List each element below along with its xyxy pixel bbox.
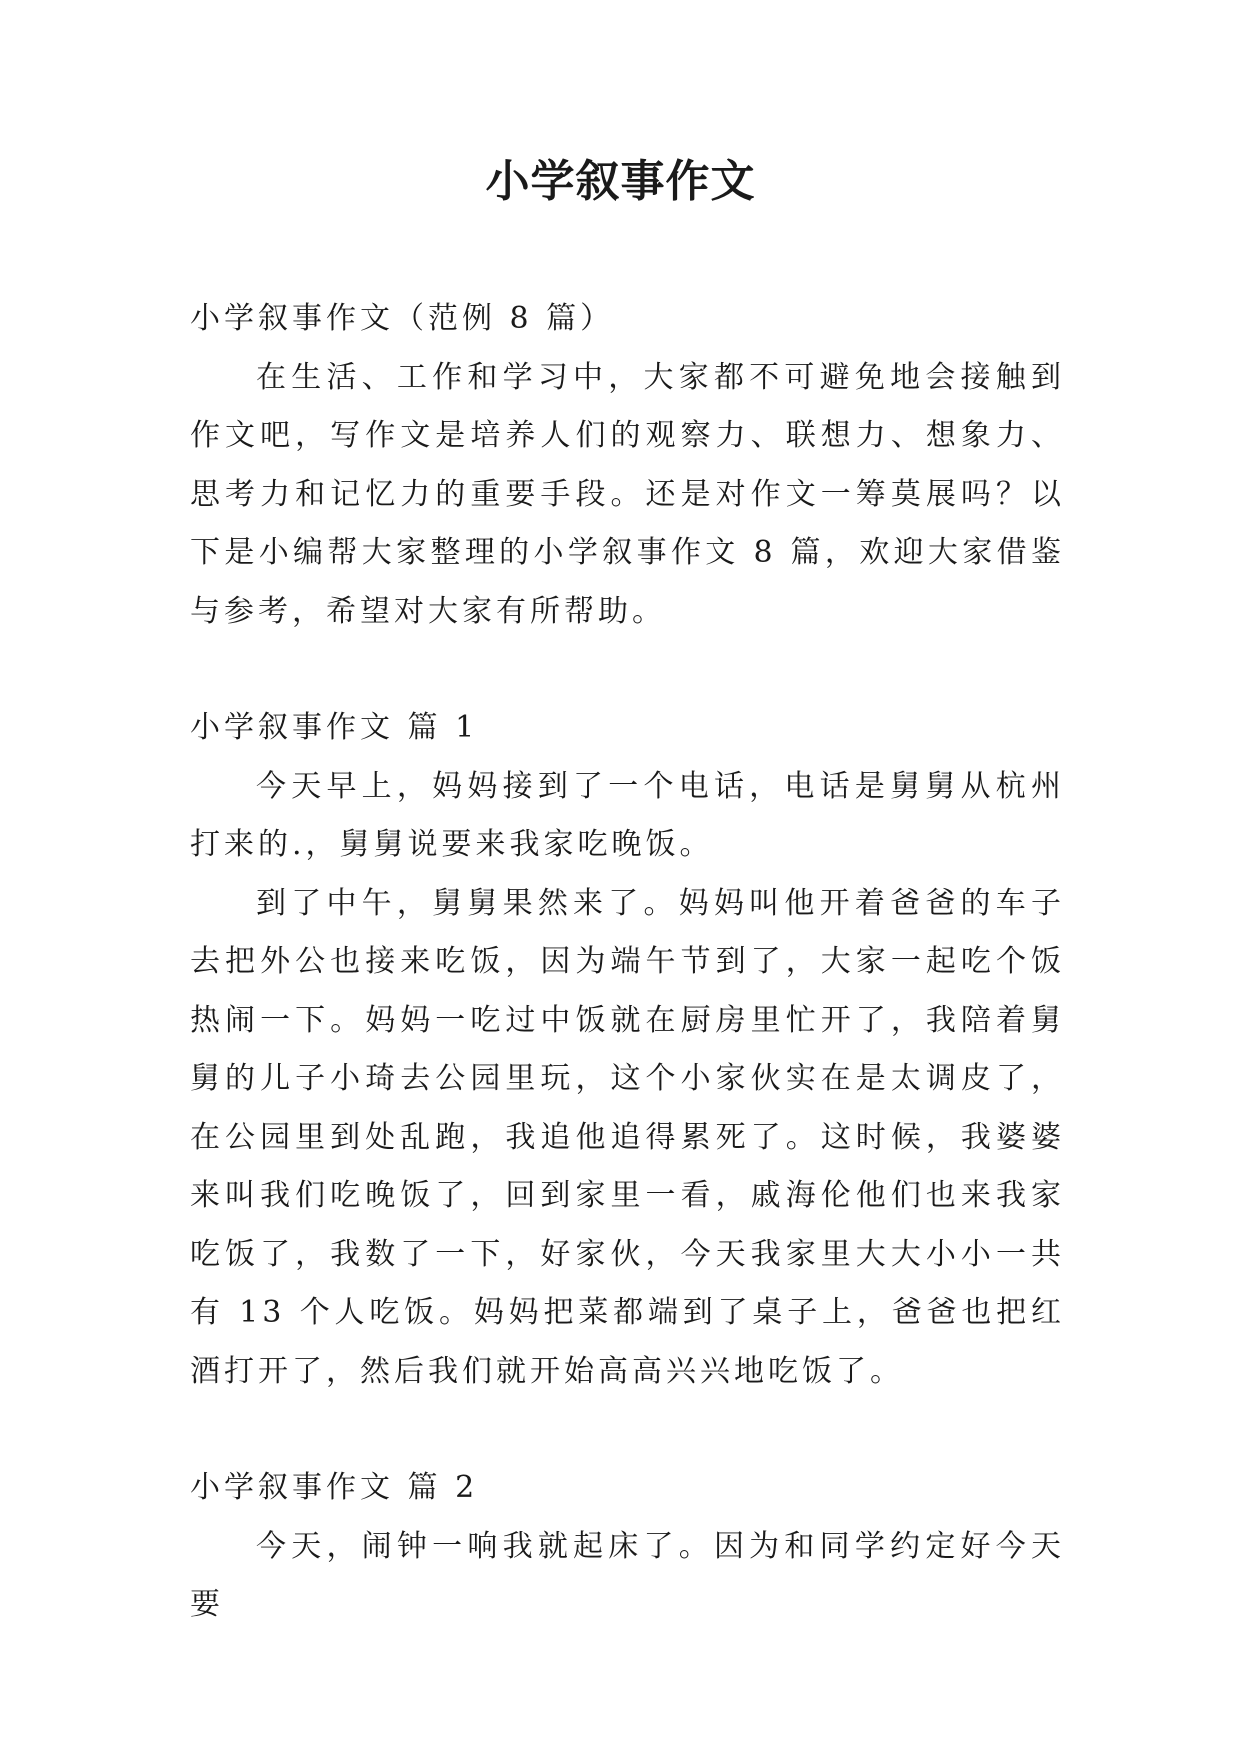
document-subtitle: 小学叙事作文（范例 8 篇） (190, 301, 615, 336)
document-title: 小学叙事作文 (485, 156, 756, 207)
section-1-paragraph-1: 今天早上，妈妈接到了一个电话，电话是舅舅从杭州打来的.，舅舅说要来我家吃晚饭。 (190, 768, 1065, 862)
intro-paragraph: 在生活、工作和学习中，大家都不可避免地会接触到作文吧，写作文是培养人们的观察力、联想力、想象力、思考力和记忆力的重要手段。还是对作文一筹莫展吗？以下是小编帮大家整理的小学叙事作文 8 篇，欢迎大家借鉴与参考，希望对大家有所帮助。 (190, 359, 1065, 629)
section-2-paragraph-1: 今天，闹钟一响我就起床了。因为和同学约定好今天要 (190, 1528, 1065, 1622)
document-body (190, 290, 1065, 1635)
section-heading-2: 小学叙事作文 篇 2 (190, 1470, 479, 1505)
section-spacer (190, 641, 1065, 699)
section-heading-1: 小学叙事作文 篇 1 (190, 710, 479, 745)
section-1-paragraph-2: 到了中午，舅舅果然来了。妈妈叫他开着爸爸的车子去把外公也接来吃饭，因为端午节到了，大家一起吃个饭热闹一下。妈妈一吃过中饭就在厨房里忙开了，我陪着舅舅的儿子小琦去公园里玩，这个小家伙实在是太调皮了，在公园里到处乱跑，我追他追得累死了。这时候，我婆婆来叫我们吃晚饭了，回到家里一看，戚海伦他们也来我家吃饭了，我数了一下，好家伙，今天我家里大大小小一共有 13 个人吃饭。妈妈把菜都端到了桌子上，爸爸也把红酒打开了，然后我们就开始高高兴兴地吃饭了。 (190, 885, 1065, 1389)
section-spacer (190, 1401, 1065, 1459)
